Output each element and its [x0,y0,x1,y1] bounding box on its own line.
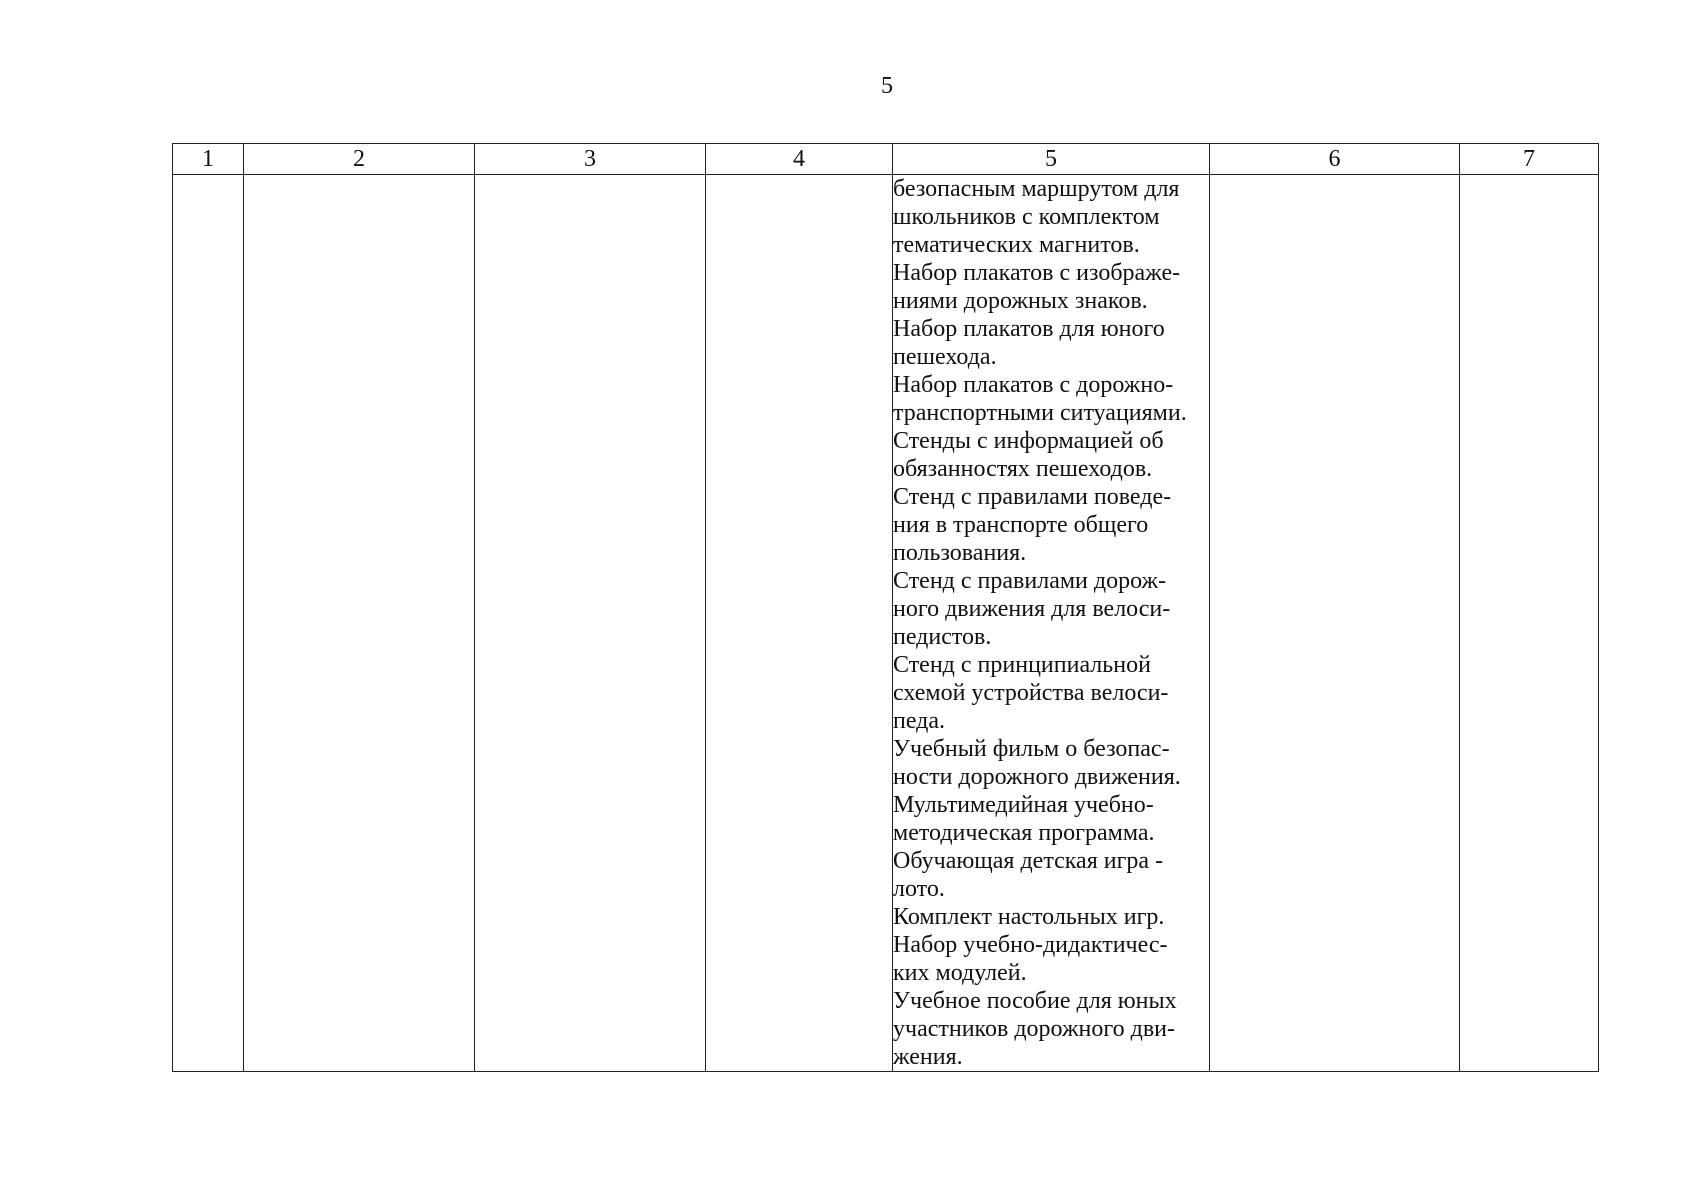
text-line: Набор плакатов с дорожно- [893,372,1174,398]
equipment-table [172,143,1599,1072]
column-header-4: 4 [706,144,893,175]
text-line: Мультимедийная учебно- [893,792,1154,818]
text-line: Комплект настольных игр. [893,904,1165,930]
text-line: схемой устройства велоси- [893,680,1169,706]
text-line: транспортными ситуациями. [893,400,1187,426]
text-line: методическая программа. [893,820,1155,846]
column-header-1: 1 [173,144,244,175]
text-line: Стенды с информацией об [893,428,1164,454]
column-header-6: 6 [1210,144,1460,175]
header-row [173,144,1599,175]
text-line: лото. [893,876,945,902]
text-line: ного движения для велоси- [893,596,1171,622]
column-header-7: 7 [1460,144,1599,175]
cell-col-7 [1460,175,1599,1072]
text-line: пользования. [893,540,1027,566]
text-line: Обучающая детская игра - [893,848,1164,874]
cell-col-2 [244,175,475,1072]
text-line: Стенд с правилами поведе- [893,484,1172,510]
text-line: педистов. [893,624,992,650]
text-line: тематических магнитов. [893,232,1140,258]
text-line: обязанностях пешеходов. [893,456,1153,482]
text-line: ния в транспорте общего [893,512,1149,538]
text-line: Стенд с принципиальной [893,652,1151,678]
text-line: Набор плакатов для юного [893,316,1165,342]
text-line: Стенд с правилами дорож- [893,568,1167,594]
cell-col-4 [706,175,893,1072]
cell-col-5 [893,175,1210,1072]
text-line: Учебное пособие для юных [893,988,1177,1014]
text-line: школьников с комплектом [893,204,1160,230]
text-line: участников дорожного дви- [893,1016,1175,1042]
cell-col-1 [173,175,244,1072]
column-header-3: 3 [475,144,706,175]
table-row [173,175,1599,1072]
text-line: ниями дорожных знаков. [893,288,1148,314]
text-line: безопасным маршрутом для [893,176,1180,202]
cell-col-3 [475,175,706,1072]
text-line: ких модулей. [893,960,1027,986]
text-line: Набор учебно-дидактичес- [893,932,1168,958]
text-line: ности дорожного движения. [893,764,1181,790]
text-line: педа. [893,708,946,734]
column-header-2: 2 [244,144,475,175]
text-line: Набор плакатов с изображе- [893,260,1181,286]
text-line: Учебный фильм о безопас- [893,736,1170,762]
cell-col-6 [1210,175,1460,1072]
text-line: жения. [893,1044,963,1070]
text-line: пешехода. [893,344,997,370]
column-header-5: 5 [893,144,1210,175]
page-number: 5 [881,73,893,99]
